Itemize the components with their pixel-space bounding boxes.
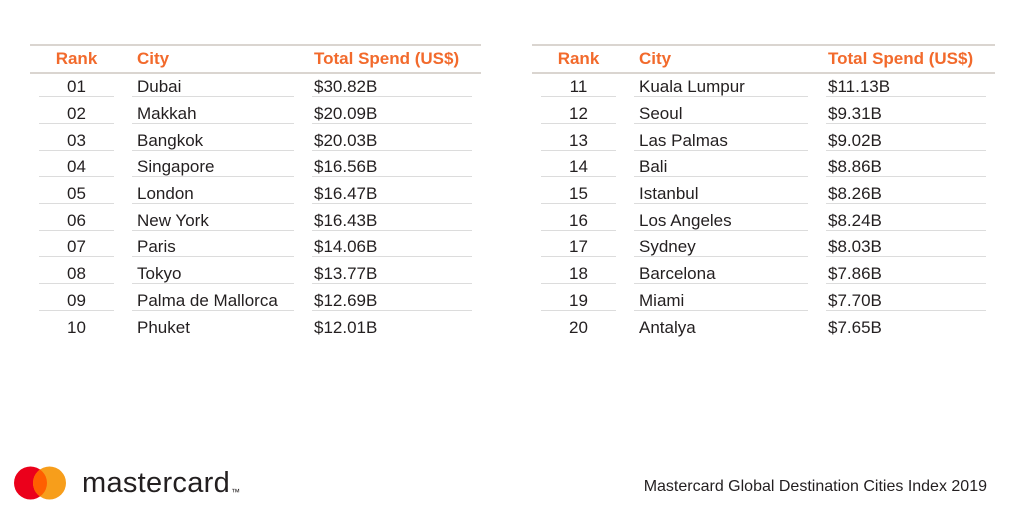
table-row (30, 288, 481, 315)
rank-value: 02 (67, 104, 86, 124)
city-cell (123, 157, 303, 177)
table-row (532, 74, 995, 101)
spend-value: $7.70B (828, 290, 882, 310)
rank-cell (532, 237, 625, 257)
ranking-table-left (30, 44, 481, 341)
spend-value: $7.65B (828, 317, 882, 337)
rank-value: 11 (569, 77, 588, 97)
city-cell (625, 104, 817, 124)
spend-cell (303, 264, 481, 284)
spend-value: $20.03B (314, 130, 378, 150)
rank-cell (532, 264, 625, 284)
city-cell (625, 291, 817, 311)
city-value: Seoul (639, 104, 683, 124)
spend-column-header: Total Spend (US$) (314, 49, 460, 68)
rank-value: 08 (67, 264, 86, 284)
spend-value: $14.06B (314, 237, 378, 257)
mastercard-circles-icon (13, 466, 67, 500)
city-value: Las Palmas (639, 130, 728, 150)
rank-cell (532, 77, 625, 97)
spend-cell (817, 211, 995, 231)
table-row (30, 207, 481, 234)
city-column-header: City (137, 49, 170, 68)
rank-value: 06 (67, 210, 86, 230)
spend-value: $16.56B (314, 157, 378, 177)
rank-cell (532, 184, 625, 204)
rank-value: 14 (569, 157, 588, 177)
rank-column-header: Rank (557, 49, 600, 68)
spend-value: $7.86B (828, 264, 882, 284)
city-value: Kuala Lumpur (639, 77, 745, 97)
spend-cell (303, 237, 481, 257)
rank-cell (30, 211, 123, 231)
city-value: Miami (639, 290, 685, 310)
spend-cell (817, 237, 995, 257)
city-value: Los Angeles (639, 210, 732, 230)
city-cell (625, 131, 817, 151)
city-value: Paris (137, 237, 176, 257)
table-row (30, 261, 481, 288)
rank-value: 03 (67, 130, 86, 150)
rank-cell (30, 157, 123, 177)
rank-value: 09 (67, 290, 86, 310)
spend-cell (817, 104, 995, 124)
table-body (532, 74, 995, 341)
spend-value: $8.86B (828, 157, 882, 177)
table-row (532, 207, 995, 234)
rank-value: 10 (67, 317, 86, 337)
city-value: Dubai (137, 77, 182, 97)
spend-cell (303, 291, 481, 311)
city-cell (625, 318, 817, 338)
table-row (532, 154, 995, 181)
table-row (30, 127, 481, 154)
city-value: Bangkok (137, 130, 204, 150)
rank-cell (532, 211, 625, 231)
spend-cell (817, 77, 995, 97)
rank-value: 04 (67, 157, 86, 177)
rank-cell (532, 318, 625, 338)
table-row (30, 154, 481, 181)
table-row (30, 74, 481, 101)
rank-cell (532, 157, 625, 177)
city-value: Sydney (639, 237, 696, 257)
rank-value: 05 (67, 184, 86, 204)
trademark-symbol: ™ (231, 487, 241, 497)
rank-cell (30, 104, 123, 124)
spend-value: $12.69B (314, 290, 378, 310)
spend-cell (303, 131, 481, 151)
spend-value: $13.77B (314, 264, 378, 284)
rank-value: 20 (569, 317, 588, 337)
rank-value: 19 (569, 290, 588, 310)
spend-cell (303, 318, 481, 338)
city-cell (123, 318, 303, 338)
table-row (532, 314, 995, 341)
mastercard-wordmark: mastercard (82, 466, 231, 499)
spend-value: $8.03B (828, 237, 882, 257)
table-row (532, 101, 995, 128)
spend-cell (303, 211, 481, 231)
city-cell (123, 211, 303, 231)
city-cell (625, 77, 817, 97)
city-cell (123, 104, 303, 124)
table-body (30, 74, 481, 341)
rank-value: 16 (569, 210, 588, 230)
city-cell (123, 291, 303, 311)
rank-value: 13 (569, 130, 588, 150)
spend-value: $9.31B (828, 104, 882, 124)
spend-value: $8.24B (828, 210, 882, 230)
city-value: Phuket (137, 317, 190, 337)
city-cell (625, 211, 817, 231)
city-cell (123, 237, 303, 257)
spend-value: $16.43B (314, 210, 378, 230)
rank-cell (30, 131, 123, 151)
table-row (30, 101, 481, 128)
city-cell (625, 237, 817, 257)
city-cell (123, 77, 303, 97)
rank-value: 01 (67, 77, 86, 97)
rank-cell (532, 104, 625, 124)
city-value: London (137, 184, 194, 204)
table-row (532, 127, 995, 154)
rank-value: 17 (569, 237, 588, 257)
rank-value: 07 (67, 237, 86, 257)
spend-cell (817, 131, 995, 151)
city-value: Istanbul (639, 184, 699, 204)
spend-cell (303, 104, 481, 124)
rank-column-header: Rank (55, 49, 98, 68)
mastercard-logo (13, 466, 240, 500)
table-header-row (532, 46, 995, 74)
report-caption: Mastercard Global Destination Cities Index 2019 (643, 478, 987, 495)
spend-value: $12.01B (314, 317, 378, 337)
spend-cell (303, 184, 481, 204)
spend-value: $30.82B (314, 77, 378, 97)
spend-cell (303, 157, 481, 177)
rank-cell (30, 318, 123, 338)
city-cell (625, 184, 817, 204)
city-cell (625, 264, 817, 284)
city-cell (625, 157, 817, 177)
spend-value: $16.47B (314, 184, 378, 204)
rank-value: 18 (569, 264, 588, 284)
spend-cell (303, 77, 481, 97)
table-row (532, 234, 995, 261)
rank-cell (532, 291, 625, 311)
city-value: Singapore (137, 157, 215, 177)
table-row (30, 181, 481, 208)
rank-cell (30, 264, 123, 284)
rank-cell (30, 237, 123, 257)
city-value: Makkah (137, 104, 197, 124)
spend-value: $9.02B (828, 130, 882, 150)
rank-cell (30, 184, 123, 204)
table-row (30, 234, 481, 261)
spend-cell (817, 291, 995, 311)
table-row (532, 288, 995, 315)
city-value: Bali (639, 157, 668, 177)
table-row (30, 314, 481, 341)
city-value: New York (137, 210, 209, 230)
city-cell (123, 131, 303, 151)
rank-cell (532, 131, 625, 151)
city-cell (123, 264, 303, 284)
spend-column-header: Total Spend (US$) (828, 49, 974, 68)
city-value: Antalya (639, 317, 696, 337)
spend-cell (817, 264, 995, 284)
spend-value: $11.13B (828, 77, 891, 97)
spend-cell (817, 184, 995, 204)
rank-cell (30, 291, 123, 311)
rank-value: 12 (569, 104, 588, 124)
spend-value: $8.26B (828, 184, 882, 204)
city-cell (123, 184, 303, 204)
rank-value: 15 (569, 184, 588, 204)
table-row (532, 261, 995, 288)
city-value: Tokyo (137, 264, 182, 284)
spend-cell (817, 157, 995, 177)
spend-value: $20.09B (314, 104, 378, 124)
spend-cell (817, 318, 995, 338)
city-value: Barcelona (639, 264, 716, 284)
table-row (532, 181, 995, 208)
rank-cell (30, 77, 123, 97)
city-column-header: City (639, 49, 672, 68)
city-value: Palma de Mallorca (137, 290, 278, 310)
table-header-row (30, 46, 481, 74)
ranking-table-right (532, 44, 995, 341)
